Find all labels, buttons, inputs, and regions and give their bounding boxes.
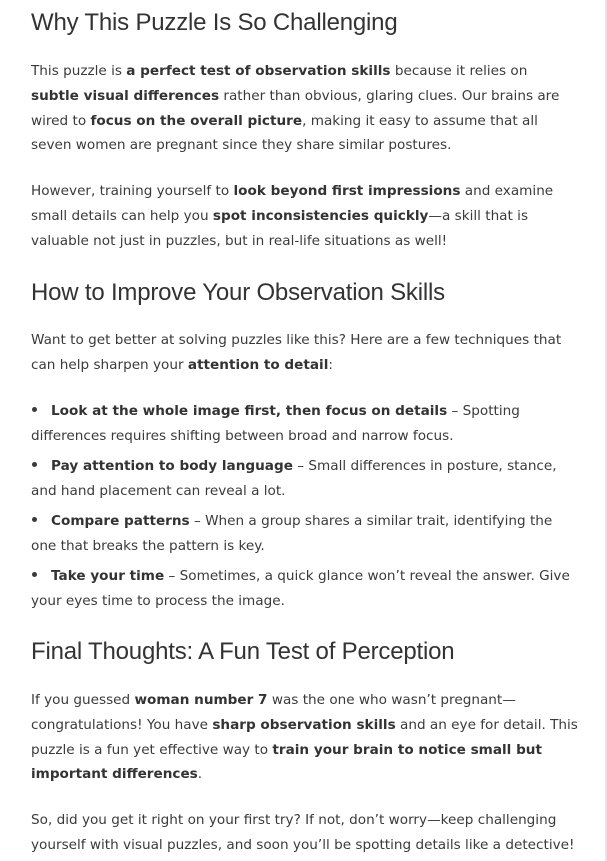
- section-heading-improve: How to Improve Your Observation Skills: [31, 279, 445, 306]
- list-item-text: – Small differences in posture, stance, and hand placement can reveal a lot.: [31, 458, 557, 499]
- paragraph: If you guessed woman number 7 was the one who wasn’t pregnant—congratulations! You have sharp observation skills and an eye for detail. This puzzle is a fun yet effective way to train your brain to notice small but important differences.: [31, 692, 578, 783]
- list-item-text: – Spotting differences requires shifting between broad and narrow focus.: [31, 403, 520, 444]
- emphasis-text: focus on the overall picture: [90, 112, 303, 129]
- list-item-title: Take your time: [51, 568, 165, 584]
- list-item-text: – When a group shares a similar trait, identifying the one that breaks the pattern is key.: [31, 513, 553, 554]
- list-item-title: Look at the whole image first, then focus on details: [51, 403, 448, 419]
- emphasis-text: train your brain to notice small but important differences: [31, 741, 542, 783]
- section-heading-challenging: Why This Puzzle Is So Challenging: [31, 9, 398, 36]
- bullet-icon: [31, 399, 51, 424]
- bullet-icon: [31, 454, 51, 479]
- emphasis-text: look beyond first impressions: [233, 183, 461, 199]
- list-item-title: Pay attention to body language: [51, 458, 293, 474]
- paragraph: Want to get better at solving puzzles like this? Here are a few techniques that can help sharpen your attention to detail:: [31, 332, 562, 373]
- emphasis-text: attention to detail: [187, 356, 329, 373]
- bullet-icon: [31, 509, 51, 534]
- list-item-text: – Sometimes, a quick glance won’t reveal the answer. Give your eyes time to process the image.: [31, 568, 570, 609]
- list-item: [31, 564, 579, 614]
- emphasis-text: a perfect test of observation skills: [126, 63, 391, 79]
- section-heading-final-thoughts: Final Thoughts: A Fun Test of Perception: [31, 638, 455, 665]
- emphasis-text: sharp observation skills: [212, 716, 396, 733]
- list-item: [31, 399, 579, 449]
- emphasis-text: subtle visual differences: [31, 87, 220, 104]
- emphasis-text: woman number 7: [134, 692, 268, 708]
- emphasis-text: spot inconsistencies quickly: [212, 207, 429, 224]
- paragraph: However, training yourself to look beyond first impressions and examine small details can help you spot inconsistencies quickly—a skill that is valuable not just in puzzles, but in real-life situations as well!: [31, 183, 554, 249]
- paragraph: This puzzle is a perfect test of observation skills because it relies on subtle visual differences rather than obvious, glaring clues. Our brains are wired to focus on the overall picture, making it easy to assume that all seven women are pregnant since they share similar postures.: [31, 63, 560, 154]
- list-item: [31, 454, 579, 504]
- paragraph: So, did you get it right on your first try? If not, don’t worry—keep challenging yourself with visual puzzles, and soon you’ll be spotting details like a detective!: [31, 812, 575, 853]
- list-item: [31, 509, 579, 559]
- list-item-title: Compare patterns: [51, 513, 190, 529]
- bullet-icon: [31, 564, 51, 589]
